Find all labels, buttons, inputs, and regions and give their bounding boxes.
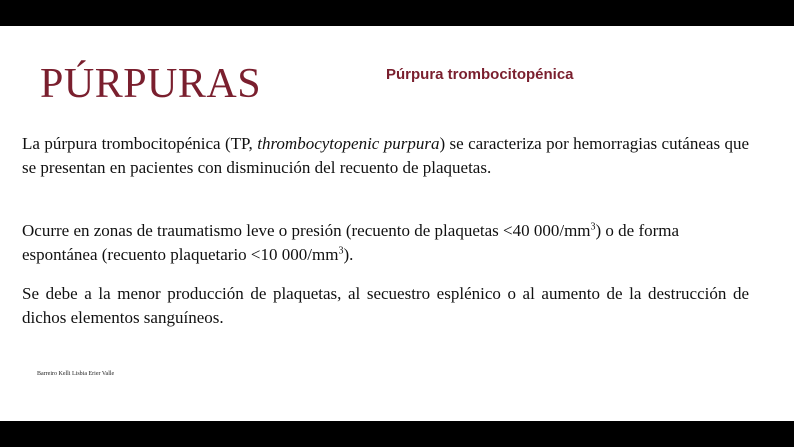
- paragraph-definition: [22, 132, 749, 180]
- english-term: thrombocytopenic purpura: [257, 134, 440, 153]
- author-credit: Barreiro Kelli Lisbia Erier Valle: [37, 371, 115, 377]
- paragraph-cause: Se debe a la menor producción de plaquetas, al secuestro esplénico o al aumento de la destrucción de dichos elementos sanguíneos.: [22, 284, 749, 327]
- occurrence-text-1: Ocurre en zonas de traumatismo leve o presión (recuento de plaquetas <40 000/mm: [22, 221, 591, 240]
- superscript-2: 3: [338, 245, 344, 257]
- slide-title: PÚRPURAS: [40, 61, 262, 107]
- paragraph-definition-rest: ) se caracteriza por hemorragias cutáneas que se presentan en pacientes con disminución del recuento de plaquetas.: [22, 134, 750, 177]
- occurrence-text-3: ).: [343, 245, 354, 264]
- slide-subtitle: Púrpura trombocitopénica: [386, 66, 574, 83]
- paragraph-occurrence: [22, 219, 749, 267]
- occurrence-text-2: ) o de forma espontánea (recuento plaquetario <10 000/mm: [22, 221, 680, 264]
- superscript-1: 3: [590, 221, 596, 233]
- paragraph-definition-text: La púrpura trombocitopénica (TP,: [22, 134, 258, 153]
- slide: [0, 26, 794, 421]
